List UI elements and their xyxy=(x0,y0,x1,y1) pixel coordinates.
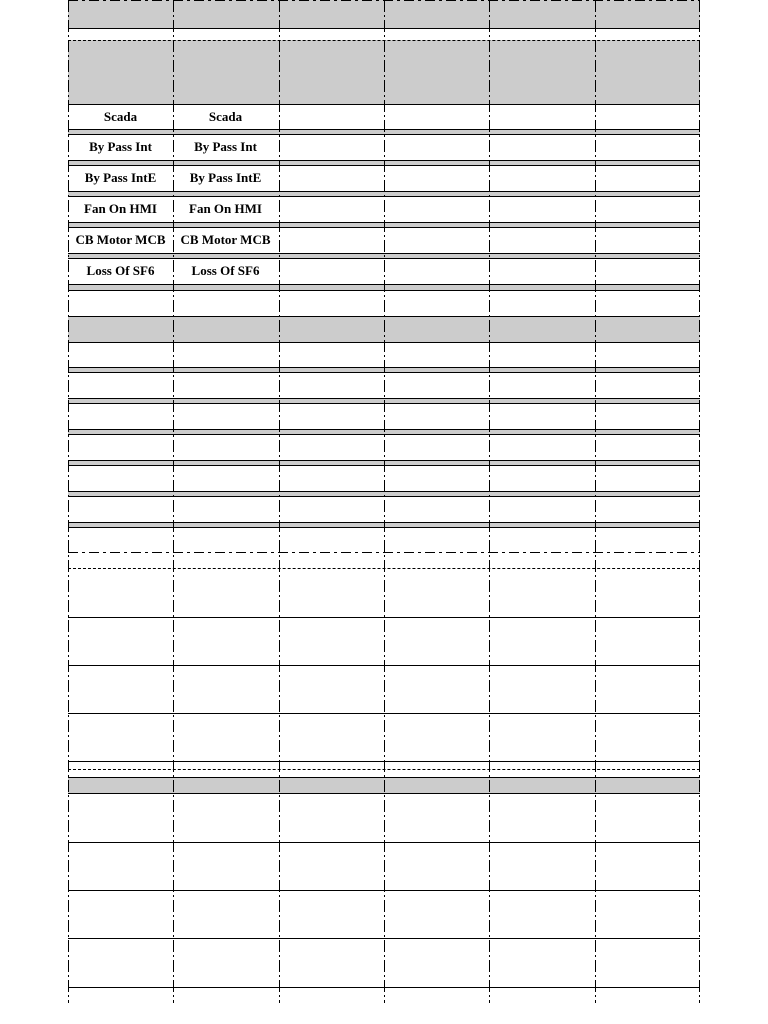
cell-text: By Pass Int xyxy=(194,139,257,154)
cell-text: Loss Of SF6 xyxy=(191,263,260,278)
cell-text: By Pass IntE xyxy=(84,170,157,185)
column-line xyxy=(699,0,700,1003)
column-line xyxy=(489,0,490,1003)
column-line xyxy=(384,0,385,1003)
column-line xyxy=(595,0,596,1003)
spreadsheet-grid xyxy=(68,0,700,1024)
cell-text: By Pass Int xyxy=(89,139,152,154)
cell-text: By Pass IntE xyxy=(189,170,262,185)
cell-text: Loss Of SF6 xyxy=(86,263,155,278)
cell-text: Fan On HMI xyxy=(189,201,262,216)
cell-text: Fan On HMI xyxy=(84,201,157,216)
cell-text: Scada xyxy=(208,109,243,124)
cell-text: CB Motor MCB xyxy=(180,232,271,247)
cell-text: CB Motor MCB xyxy=(75,232,166,247)
cell-text: Scada xyxy=(103,109,138,124)
column-line xyxy=(279,0,280,1003)
